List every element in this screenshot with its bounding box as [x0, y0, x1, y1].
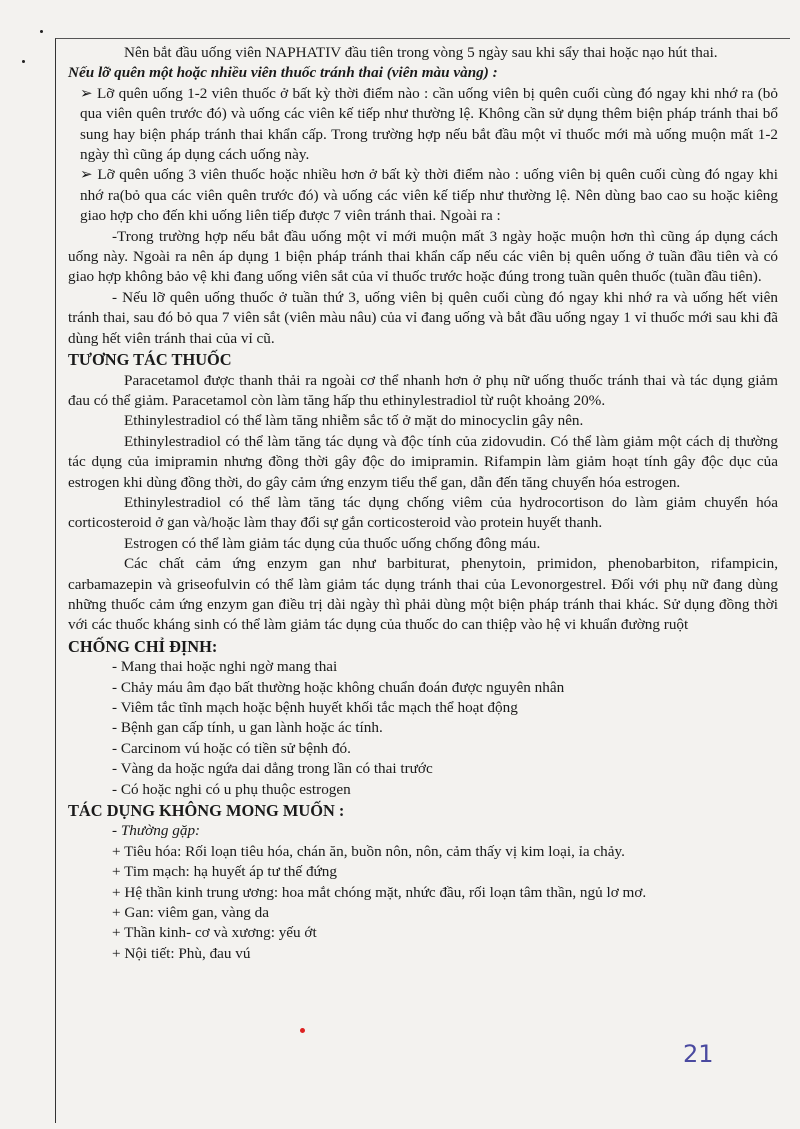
- interaction-paragraph: Estrogen có thể làm giảm tác dụng của thuốc uống chống đông máu.: [124, 534, 541, 552]
- forgot-extra: -Trong trường hợp nếu bắt đầu uống một vỉ mới muộn mất 3 ngày hoặc muộn hơn thì cũng áp dụng cách uống này. Ngoài ra nên áp dụng 1 biện pháp tránh thai khẩn cấp nếu các viên bị quên uống ở tuần đầu tiên và có giao hợp không bảo vệ khi đang uống viên sắt của vỉ thuốc trước hoặc đúng trong tuần quên thuốc (tuần đầu tiên).: [68, 227, 778, 286]
- document-page: [55, 38, 790, 1123]
- list-item: + Nội tiết: Phù, đau vú: [112, 944, 251, 962]
- scan-speck: [22, 60, 25, 63]
- list-item: + Gan: viêm gan, vàng da: [112, 904, 270, 922]
- forgot-heading: Nếu lỡ quên một hoặc nhiều viên thuốc tránh thai (viên màu vàng) :: [68, 64, 498, 82]
- contraindication-list: [68, 657, 778, 800]
- list-item: - Mang thai hoặc nghi ngờ mang thai: [112, 658, 338, 676]
- side-effects-heading: TÁC DỤNG KHÔNG MONG MUỐN :: [68, 801, 345, 821]
- interaction-paragraph: Ethinylestradiol có thể làm tăng nhiễm sắc tố ở mặt do minocyclin gây nên.: [124, 412, 584, 430]
- interaction-paragraph: Ethinylestradiol có thể làm tăng tác dụng chống viêm của hydrocortison do làm giảm chuyển hóa corticosteroid ở gan và/hoặc làm thay đổi sự gắn corticosteroid vào protein huyết thanh.: [68, 493, 778, 532]
- interaction-heading: TƯƠNG TÁC THUỐC: [68, 350, 232, 370]
- ink-dot: [300, 1028, 305, 1033]
- interaction-paragraph: Ethinylestradiol có thể làm tăng tác dụng và độc tính của zidovudin. Có thể làm giảm một cách dị thường tác dụng của imipramin nhưng đồng thời gây độc do imipramin. Rifampin làm giảm hoạt tính gây độc dục của estrogen khi dùng đồng thời, do gây cảm ứng enzym tiểu thể gan, dẫn đến tăng chuyển hóa estrogen.: [68, 432, 778, 491]
- intro-paragraph: Nên bắt đầu uống viên NAPHATIV đầu tiên trong vòng 5 ngày sau khi sẩy thai hoặc nạo hút thai.: [124, 44, 718, 61]
- list-item: + Tiêu hóa: Rối loạn tiêu hóa, chán ăn, buồn nôn, nôn, cảm thấy vị kim loại, ỉa chảy.: [112, 842, 625, 860]
- handwritten-page-mark: 21: [683, 1040, 714, 1068]
- list-item: - Chảy máu âm đạo bất thường hoặc không chuẩn đoán được nguyên nhân: [112, 678, 565, 696]
- list-item: + Hệ thần kinh trung ương: hoa mắt chóng mặt, nhức đầu, rối loạn tâm thần, ngủ lơ mơ.: [112, 883, 647, 901]
- list-item: - Vàng da hoặc ngứa dai dẳng trong lần có thai trước: [112, 760, 433, 778]
- side-effects-subheading: - Thường gặp:: [112, 822, 201, 840]
- list-item: - Có hoặc nghi có u phụ thuộc estrogen: [112, 780, 351, 798]
- forgot-extra: - Nếu lỡ quên uống thuốc ở tuần thứ 3, uống viên bị quên cuối cùng đó ngay khi nhớ ra và uống hết viên tránh thai, sau đó bỏ qua 7 viên sắt (viên màu nâu) của vỉ đang uống và bắt đầu uống ngay 1 vỉ thuốc mới sau khi đã dùng hết viên tránh thai của vỉ cũ.: [68, 288, 778, 347]
- scan-speck: [40, 30, 43, 33]
- list-item: + Tim mạch: hạ huyết áp tư thế đứng: [112, 863, 337, 881]
- list-item: - Bệnh gan cấp tính, u gan lành hoặc ác tính.: [112, 719, 383, 737]
- forgot-item: ➢ Lỡ quên uống 3 viên thuốc hoặc nhiều hơn ở bất kỳ thời điểm nào : uống viên bị quên cuối cùng đó ngay khi nhớ ra(bỏ qua các viên quên trước đó) và uống các viên kế tiếp như thường lệ. Nên dùng bao cao su hoặc kiêng giao hợp cho đến khi uống liên tiếp được 7 viên tránh thai. Ngoài ra :: [68, 165, 778, 226]
- interaction-paragraph: Paracetamol được thanh thải ra ngoài cơ thể nhanh hơn ở phụ nữ uống thuốc tránh thai và tác dụng giảm đau có thể giảm. Paracetamol còn làm tăng hấp thu ethinylestradiol từ ruột khoảng 20%.: [68, 371, 778, 409]
- interaction-paragraph: Các chất cảm ứng enzym gan như barbiturat, phenytoin, primidon, phenobarbiton, rifampicin, carbamazepin và griseofulvin có thể làm giảm tác dụng tránh thai của Levonorgestrel. Đối với phụ nữ đang dùng những thuốc cảm ứng enzym gan điều trị dài ngày thì phải dùng một biện pháp tránh thai khác. Sử dụng đồng thời với các thuốc kháng sinh có thể làm giảm tác dụng của thuốc do can thiệp vào hệ vi khuẩn đường ruột: [68, 555, 778, 634]
- list-item: - Carcinom vú hoặc có tiền sử bệnh đó.: [112, 739, 351, 757]
- list-item: - Viêm tắc tĩnh mạch hoặc bệnh huyết khối tắc mạch thể hoạt động: [112, 699, 518, 716]
- forgot-item: ➢ Lỡ quên uống 1-2 viên thuốc ở bất kỳ thời điểm nào : cần uống viên bị quên cuối cùng đó ngay khi nhớ ra (bỏ qua viên quên trước đó) và uống các viên kế tiếp như thường lệ. Không cần sử dụng thêm biện pháp tránh thai bổ sung hay biện pháp tránh thai khẩn cấp. Trong trường hợp nếu bắt đầu một vỉ thuốc mới mà uống muộn mất 1-2 ngày thì cũng áp dụng cách uống này.: [68, 84, 778, 166]
- contraindication-heading: CHỐNG CHỈ ĐỊNH:: [68, 636, 218, 656]
- side-effects-list: [68, 821, 778, 964]
- list-item: + Thần kinh- cơ và xương: yếu ớt: [112, 924, 317, 942]
